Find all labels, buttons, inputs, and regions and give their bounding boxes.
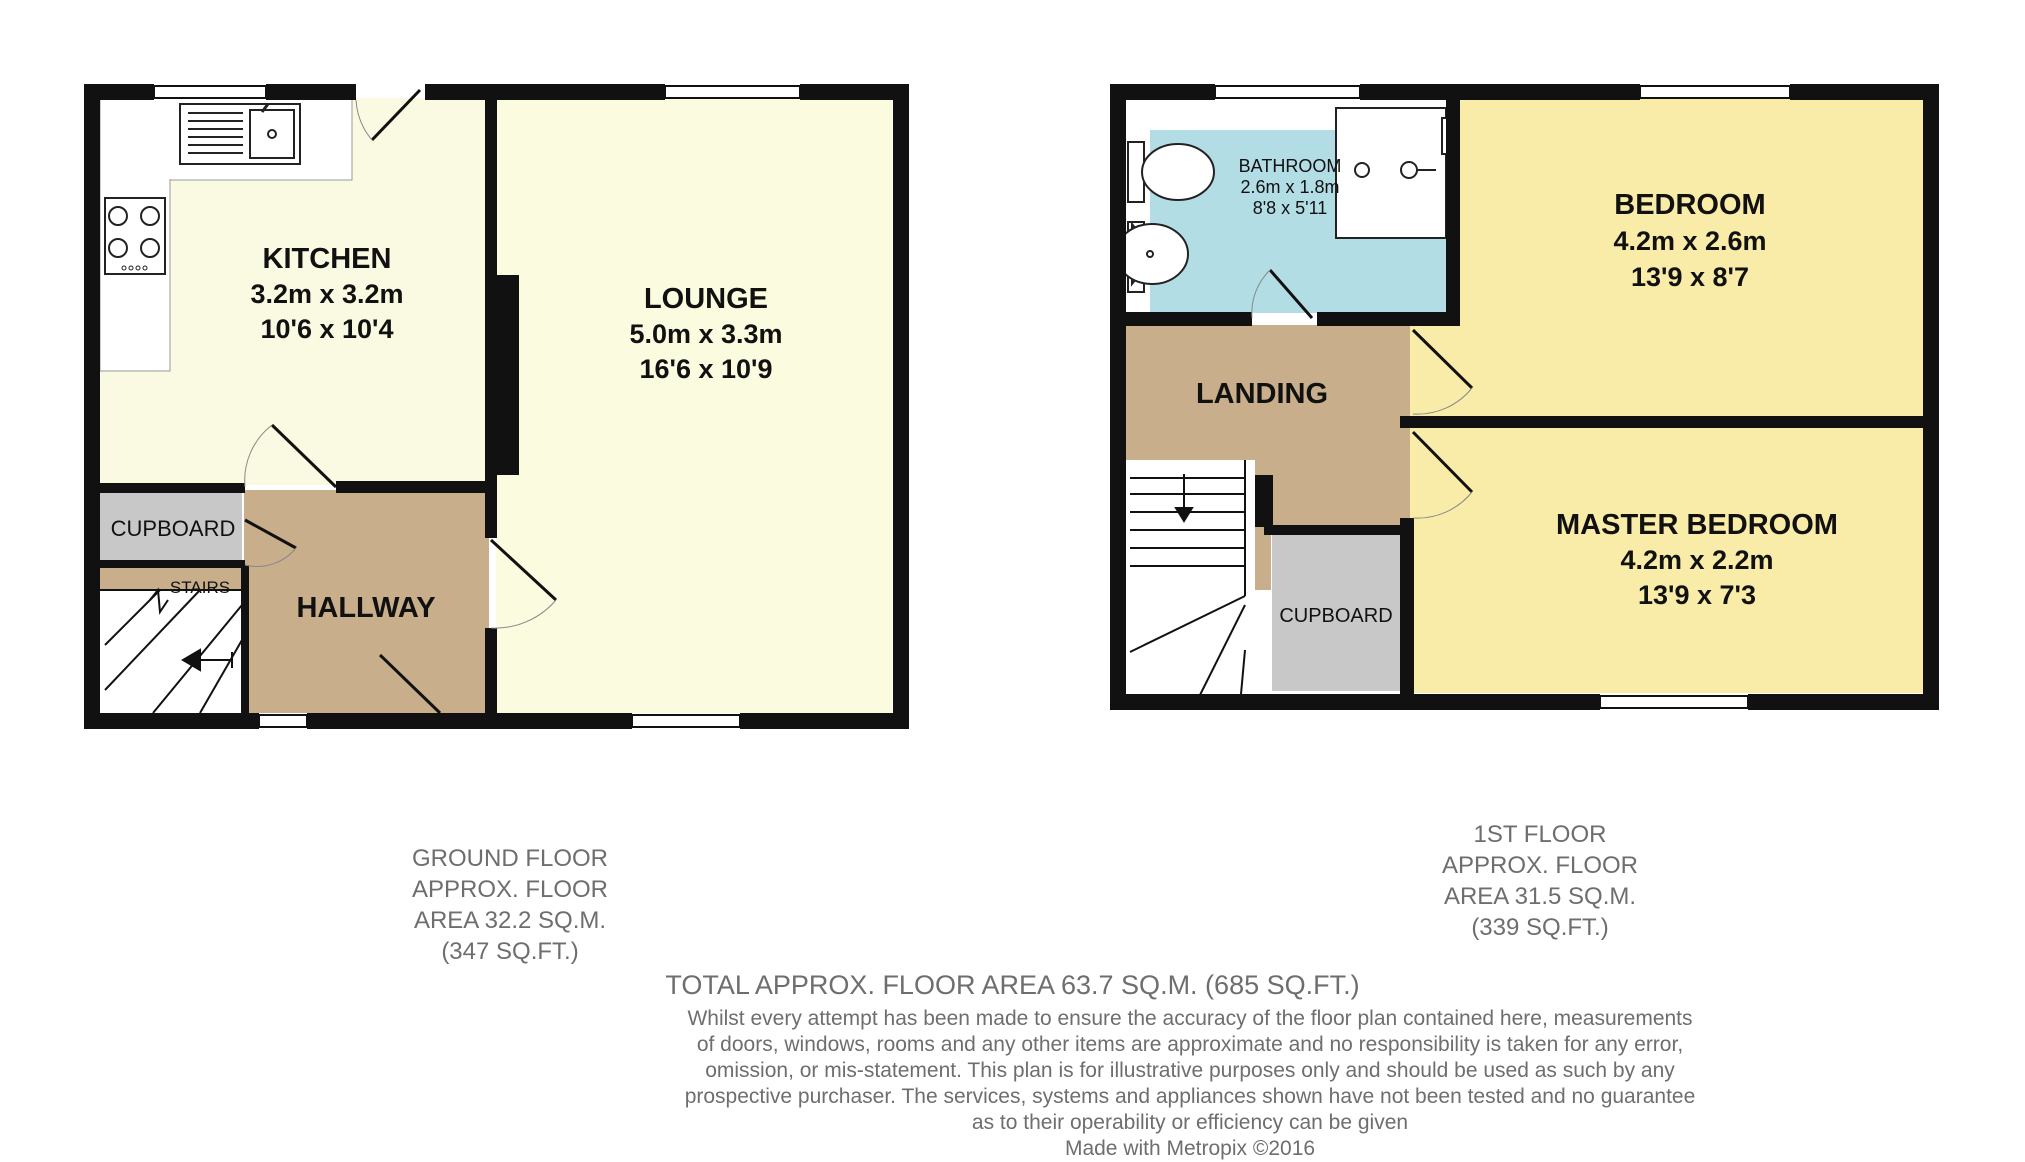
total-floor-area: TOTAL APPROX. FLOOR AREA 63.7 SQ.M. (685 SQ.FT.) bbox=[665, 970, 1360, 1000]
kitchen-label: KITCHEN bbox=[262, 243, 392, 275]
lounge-imperial: 16'6 x 10'9 bbox=[639, 354, 773, 384]
first-cupboard-label: CUPBOARD bbox=[1279, 605, 1393, 627]
ground-floor-caption bbox=[340, 843, 680, 967]
master-bedroom-label: MASTER BEDROOM bbox=[1556, 509, 1838, 541]
landing-label: LANDING bbox=[1195, 378, 1329, 410]
bath-icon bbox=[1336, 108, 1450, 238]
disclaimer bbox=[560, 1006, 1820, 1162]
bedroom-metric: 4.2m x 2.6m bbox=[1613, 226, 1767, 256]
stairs-label: STAIRS bbox=[169, 578, 231, 597]
ground-cupboard-label: CUPBOARD bbox=[110, 516, 236, 541]
first-floor-caption-line3: AREA 31.5 SQ.M. bbox=[1443, 883, 1637, 910]
lounge-floor bbox=[496, 98, 892, 713]
master-bedroom-metric: 4.2m x 2.2m bbox=[1620, 545, 1774, 575]
master-bedroom-imperial: 13'9 x 7'3 bbox=[1638, 580, 1756, 610]
first-floor-plan bbox=[1110, 84, 1939, 710]
bedroom-imperial: 13'9 x 8'7 bbox=[1631, 262, 1749, 292]
disclaimer-line5: as to their operability or efficiency can be given bbox=[971, 1111, 1409, 1134]
first-floor-caption-line2: APPROX. FLOOR bbox=[1441, 852, 1639, 879]
first-floor-caption bbox=[1370, 819, 1710, 943]
hallway-label: HALLWAY bbox=[296, 592, 436, 624]
bathroom-metric: 2.6m x 1.8m bbox=[1240, 177, 1340, 197]
bedroom-label: BEDROOM bbox=[1614, 189, 1766, 221]
lounge-label: LOUNGE bbox=[643, 283, 769, 315]
hob-icon bbox=[105, 198, 165, 274]
disclaimer-line4: prospective purchaser. The services, systems and appliances shown have not been tested and no guarantee bbox=[684, 1085, 1696, 1108]
bathroom-label: BATHROOM bbox=[1238, 156, 1342, 176]
disclaimer-line3: omission, or mis-statement. This plan is for illustrative purposes only and should be used as such by any bbox=[705, 1059, 1675, 1082]
lounge-metric: 5.0m x 3.3m bbox=[629, 319, 783, 349]
first-floor-caption-line4: (339 SQ.FT.) bbox=[1471, 914, 1609, 941]
ground-floor-caption-line2: APPROX. FLOOR bbox=[411, 876, 609, 903]
bedroom-floor bbox=[1453, 98, 1923, 416]
disclaimer-line6: Made with Metropix ©2016 bbox=[1064, 1137, 1316, 1160]
first-floor-caption-line1: 1ST FLOOR bbox=[1473, 821, 1607, 848]
ground-floor-caption-line4: (347 SQ.FT.) bbox=[441, 938, 579, 965]
ground-floor-plan bbox=[84, 84, 909, 729]
ground-floor-caption-line1: GROUND FLOOR bbox=[411, 845, 608, 872]
kitchen-metric: 3.2m x 3.2m bbox=[250, 279, 404, 309]
sink-icon bbox=[180, 104, 300, 164]
bathroom-imperial: 8'8 x 5'11 bbox=[1252, 198, 1328, 218]
disclaimer-line1: Whilst every attempt has been made to ensure the accuracy of the floor plan contained here, measurements bbox=[687, 1007, 1693, 1030]
disclaimer-line2: of doors, windows, rooms and any other items are approximate and no responsibility is taken for any error, bbox=[696, 1033, 1684, 1056]
toilet-icon bbox=[1128, 142, 1214, 202]
kitchen-imperial: 10'6 x 10'4 bbox=[260, 314, 394, 344]
ground-floor-caption-line3: AREA 32.2 SQ.M. bbox=[413, 907, 607, 934]
